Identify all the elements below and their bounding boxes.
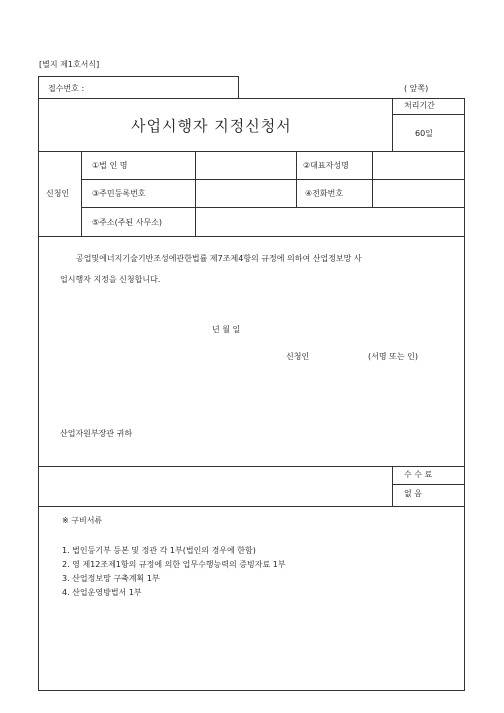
fee-value: 없 음: [404, 489, 422, 498]
corporate-name-label: ①법 인 명: [92, 161, 128, 170]
processing-period-label: 처리기간: [404, 101, 435, 110]
corporate-name-field[interactable]: [196, 152, 296, 179]
phone-number-label: ④전화번호: [305, 189, 344, 198]
processing-period-value: 60일: [415, 129, 433, 138]
address-field[interactable]: [196, 208, 464, 236]
fee-label: 수 수 료: [404, 470, 433, 479]
attachment-item-4: 4. 산업운영방법서 1부: [62, 588, 142, 597]
phone-number-field[interactable]: [373, 180, 464, 207]
date-line: 년 월 일: [212, 325, 241, 334]
signature-or-seal-label: (서명 또는 인): [368, 352, 418, 361]
application-text-line-1: 공업및에너지기술기반조성에관한법률 제7조제4항의 규정에 의하여 산업정보망 사: [76, 254, 362, 263]
front-page-label: ( 앞쪽): [404, 84, 429, 93]
representative-name-label: ②대표자성명: [303, 161, 349, 170]
addressee: 산업자원부장관 귀하: [60, 429, 133, 438]
representative-name-field[interactable]: [373, 152, 464, 179]
resident-number-field[interactable]: [196, 180, 296, 207]
resident-number-label: ③주민등록번호: [92, 189, 146, 198]
application-text-line-2: 업시행자 지정을 신청합니다.: [60, 275, 161, 284]
form-label: [별지 제1호서식]: [39, 60, 100, 69]
receipt-number-label: 접수번호 :: [48, 84, 85, 93]
document-title: 사업시행자 지정신청서: [131, 117, 292, 135]
signature-applicant-label: 신청인: [286, 352, 310, 361]
address-label: ⑤주소(주된 사무소): [92, 218, 163, 227]
attachment-item-1: 1. 법인등기부 등본 및 정관 각 1부(법인의 경우에 한함): [62, 546, 256, 555]
applicant-label: 신청인: [46, 189, 70, 198]
attachment-item-3: 3. 산업정보망 구축계획 1부: [62, 574, 160, 583]
attachments-heading: ※ 구비서류: [62, 516, 103, 525]
attachment-item-2: 2. 영 제12조제1항의 규정에 의한 업무수행능력의 증빙자료 1부: [62, 560, 286, 569]
